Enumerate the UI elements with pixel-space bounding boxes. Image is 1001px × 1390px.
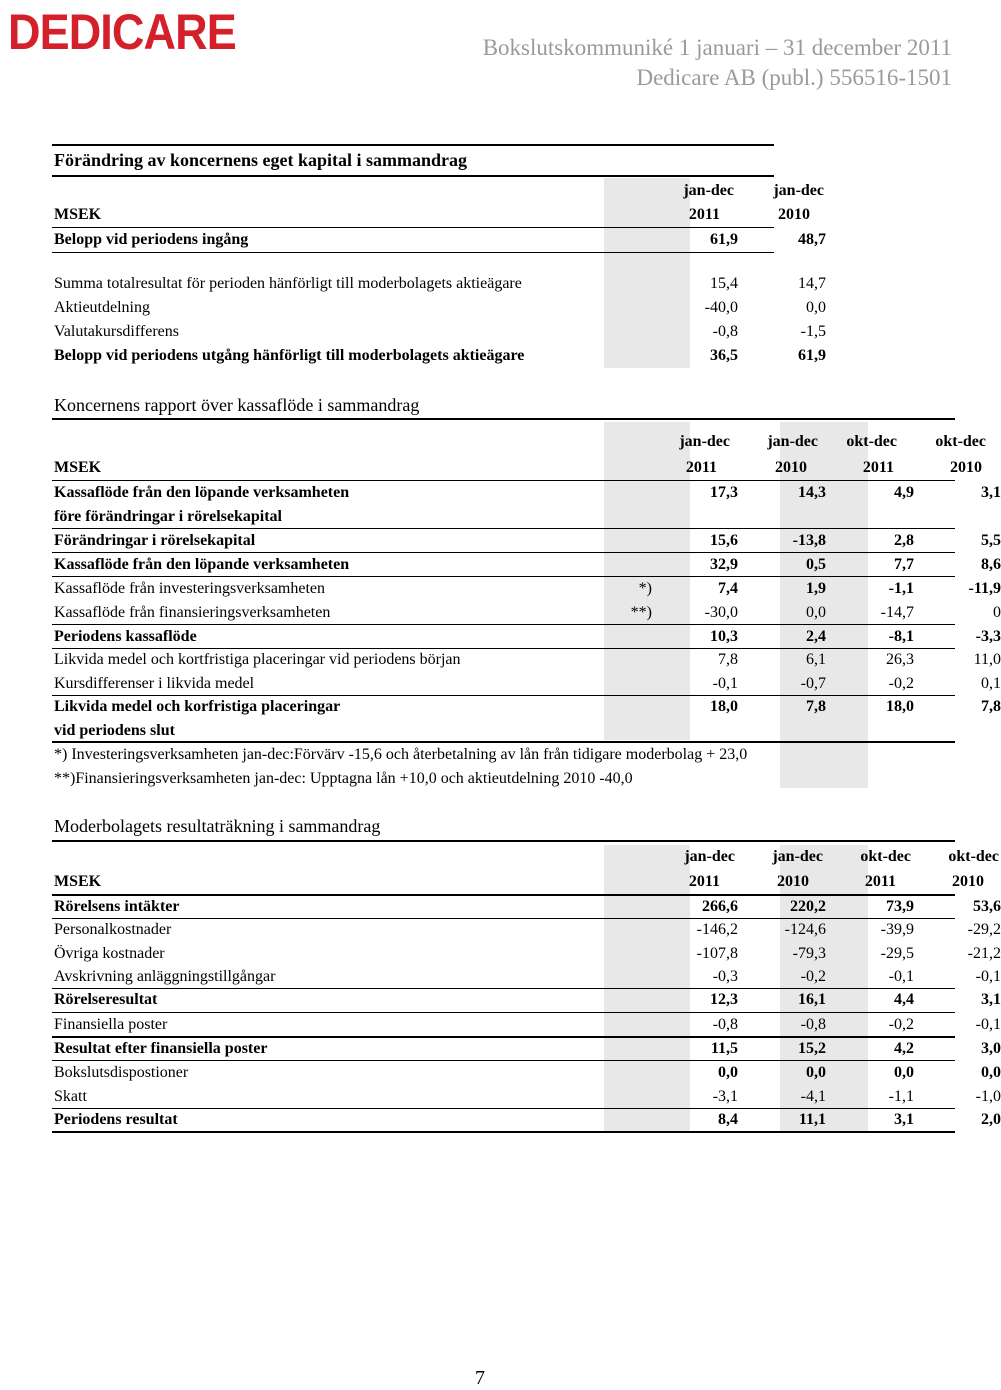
cell: -0,2: [888, 675, 914, 692]
cell: 7,8: [718, 651, 738, 668]
cell: 7,7: [894, 556, 914, 573]
company-id: Dedicare AB (publ.) 556516-1501: [636, 65, 952, 90]
row-label: Rörelsens intäkter: [54, 898, 180, 915]
rule: [52, 227, 774, 228]
cashflow-unit: MSEK: [54, 459, 102, 476]
row-label: Skatt: [54, 1088, 87, 1105]
row-label: Kursdifferenser i likvida medel: [54, 675, 255, 692]
rule: [52, 1012, 955, 1013]
row-label: Bokslutsdispostioner: [54, 1064, 189, 1081]
cell: 11,5: [710, 1040, 738, 1057]
row-label: Likvida medel och korfristiga placeringar: [54, 698, 341, 715]
cell: -0,8: [800, 1016, 826, 1033]
col-bottom: 2010: [777, 873, 809, 890]
equity-top-rule: [52, 144, 774, 146]
cell: 18,0: [710, 698, 738, 715]
col-bottom: 2011: [864, 873, 896, 890]
cell: -39,9: [880, 921, 914, 938]
cell: 48,7: [798, 231, 826, 248]
rule: [52, 1131, 955, 1133]
page-number: 7: [475, 1367, 485, 1389]
cell: 3,0: [981, 1040, 1001, 1057]
cell: 5,5: [981, 532, 1001, 549]
row-label: Aktieutdelning: [54, 299, 150, 316]
cell: 3,1: [981, 484, 1001, 501]
cell: 14,3: [798, 484, 826, 501]
rule: [52, 252, 774, 253]
cell: -30,0: [704, 604, 738, 621]
cell: 15,4: [710, 275, 738, 292]
cell: -0,3: [712, 968, 738, 985]
cell: -3,1: [712, 1088, 738, 1105]
cell: -29,2: [967, 921, 1001, 938]
footnote-text: *) Investeringsverksamheten jan-dec:Förvärv -15,6 och återbetalning av lån från tidigare moderbolag + 23,0: [54, 746, 748, 763]
parent-title: Moderbolagets resultaträkning i sammandrag: [54, 816, 381, 836]
cell: -1,1: [888, 580, 914, 597]
equity-title: Förändring av koncernens eget kapital i sammandrag: [54, 150, 468, 170]
cell: 15,2: [798, 1040, 826, 1057]
rule: [52, 741, 955, 743]
equity-col-2011-top: jan-dec: [683, 182, 734, 199]
row-label: Periodens resultat: [54, 1111, 178, 1128]
cell: -79,3: [792, 945, 826, 962]
row-label: Belopp vid periodens utgång hänförligt till moderbolagets aktieägare: [54, 347, 525, 364]
col-top: jan-dec: [684, 848, 735, 865]
cell: 6,1: [806, 651, 826, 668]
report-title: Bokslutskommuniké 1 januari – 31 december 2011: [482, 35, 952, 60]
rule: [52, 528, 955, 529]
col-top: okt-dec: [948, 848, 999, 865]
cell: -14,7: [880, 604, 914, 621]
cell: 0,1: [981, 675, 1001, 692]
cell: -1,0: [975, 1088, 1001, 1105]
parent-unit: MSEK: [54, 873, 102, 890]
cell: 15,6: [710, 532, 738, 549]
col-bottom: 2010: [775, 459, 807, 476]
row-label: Rörelseresultat: [54, 991, 158, 1008]
cashflow-title-rule: [52, 418, 955, 420]
col-top: okt-dec: [860, 848, 911, 865]
cell: 11,0: [973, 651, 1001, 668]
row-label: Kassaflöde från investeringsverksamheten: [54, 580, 326, 597]
cell: 36,5: [710, 347, 738, 364]
company-logo: DEDICARE: [8, 4, 236, 60]
cell: 73,9: [886, 898, 914, 915]
row-label: vid periodens slut: [54, 722, 175, 739]
cell: -0,2: [888, 1016, 914, 1033]
col-top: okt-dec: [846, 433, 897, 450]
row-label: Resultat efter finansiella poster: [54, 1040, 268, 1057]
footnote-marker: **): [630, 604, 652, 621]
cell: 0,0: [806, 604, 826, 621]
cell: -0,7: [800, 675, 826, 692]
cell: -3,3: [975, 628, 1001, 645]
cell: 0,5: [806, 556, 826, 573]
col-top: okt-dec: [935, 433, 986, 450]
cell: -124,6: [784, 921, 826, 938]
cell: 7,4: [718, 580, 738, 597]
cell: 17,3: [710, 484, 738, 501]
cell: -40,0: [704, 299, 738, 316]
col-bottom: 2011: [685, 459, 717, 476]
cell: -4,1: [800, 1088, 826, 1105]
cell: -29,5: [880, 945, 914, 962]
cell: 61,9: [710, 231, 738, 248]
row-label: Finansiella poster: [54, 1016, 168, 1033]
col-bottom: 2011: [862, 459, 894, 476]
cell: -13,8: [792, 532, 826, 549]
cell: 0,0: [894, 1064, 914, 1081]
col-top: jan-dec: [772, 848, 823, 865]
cell: 3,1: [894, 1111, 914, 1128]
cell: 32,9: [710, 556, 738, 573]
equity-col-2010-top: jan-dec: [773, 182, 824, 199]
cell: -0,8: [712, 1016, 738, 1033]
cell: -107,8: [696, 945, 738, 962]
cell: 220,2: [790, 898, 826, 915]
cell: -8,1: [888, 628, 914, 645]
cell: 2,0: [981, 1111, 1001, 1128]
cell: 4,4: [894, 991, 914, 1008]
row-label: Personalkostnader: [54, 921, 172, 938]
cell: 0,0: [806, 299, 826, 316]
cell: -21,2: [967, 945, 1001, 962]
cell: 0,0: [718, 1064, 738, 1081]
cell: 8,4: [718, 1111, 738, 1128]
equity-col-2010: 2010: [778, 206, 810, 223]
row-label: Avskrivning anläggningstillgångar: [54, 968, 276, 985]
rule: [52, 576, 955, 577]
row-label: före förändringar i rörelsekapital: [54, 508, 282, 525]
col-bottom: 2011: [688, 873, 720, 890]
row-label: Förändringar i rörelsekapital: [54, 532, 256, 549]
cell: 266,6: [702, 898, 738, 915]
cell: 0,0: [806, 1064, 826, 1081]
row-label: Övriga kostnader: [54, 945, 165, 962]
row-label: Kassaflöde från den löpande verksamheten: [54, 556, 350, 573]
cell: 11,1: [798, 1111, 826, 1128]
col-bottom: 2010: [952, 873, 984, 890]
cell: -0,1: [712, 675, 738, 692]
cell: 0: [993, 604, 1001, 621]
cell: 26,3: [886, 651, 914, 668]
cell: 3,1: [981, 991, 1001, 1008]
row-label: Periodens kassaflöde: [54, 628, 197, 645]
equity-title-rule: [52, 175, 774, 177]
cell: 16,1: [798, 991, 826, 1008]
rule: [52, 1060, 955, 1061]
equity-col-2011: 2011: [688, 206, 720, 223]
cell: -1,5: [800, 323, 826, 340]
col-top: jan-dec: [679, 433, 730, 450]
rule: [52, 480, 955, 481]
rule: [52, 624, 955, 625]
cell: 7,8: [981, 698, 1001, 715]
row-label: Kassaflöde från finansieringsverksamheten: [54, 604, 331, 621]
cell: -0,1: [975, 968, 1001, 985]
equity-unit: MSEK: [54, 206, 102, 223]
cell: -0,1: [888, 968, 914, 985]
cell: 53,6: [973, 898, 1001, 915]
col-bottom: 2010: [950, 459, 982, 476]
cell: -0,1: [975, 1016, 1001, 1033]
row-label: Summa totalresultat för perioden hänförligt till moderbolagets aktieägare: [54, 275, 522, 292]
cell: 10,3: [710, 628, 738, 645]
cell: -11,9: [968, 580, 1001, 597]
cell: 0,0: [981, 1064, 1001, 1081]
cashflow-title: Koncernens rapport över kassaflöde i sammandrag: [54, 395, 420, 415]
rule: [52, 552, 955, 553]
cell: 1,9: [806, 580, 826, 597]
parent-title-rule: [52, 840, 955, 842]
row-label: Valutakursdifferens: [54, 323, 179, 340]
cell: 18,0: [886, 698, 914, 715]
cell: -0,8: [712, 323, 738, 340]
footnote-marker: *): [638, 580, 652, 597]
cell: 61,9: [798, 347, 826, 364]
cell: 14,7: [798, 275, 826, 292]
col-top: jan-dec: [767, 433, 818, 450]
cell: -0,2: [800, 968, 826, 985]
cell: 2,4: [806, 628, 826, 645]
row-label: Belopp vid periodens ingång: [54, 231, 249, 248]
row-label: Likvida medel och kortfristiga placeringar vid periodens början: [54, 651, 461, 668]
footnote-text: **)Finansieringsverksamheten jan-dec: Upptagna lån +10,0 och aktieutdelning 2010 -40,0: [54, 770, 633, 787]
cell: 4,9: [894, 484, 914, 501]
cell: 4,2: [894, 1040, 914, 1057]
row-label: Kassaflöde från den löpande verksamheten: [54, 484, 350, 501]
cell: 2,8: [894, 532, 914, 549]
cell: -1,1: [888, 1088, 914, 1105]
cell: 7,8: [806, 698, 826, 715]
cell: -146,2: [696, 921, 738, 938]
cell: 12,3: [710, 991, 738, 1008]
cell: 8,6: [981, 556, 1001, 573]
